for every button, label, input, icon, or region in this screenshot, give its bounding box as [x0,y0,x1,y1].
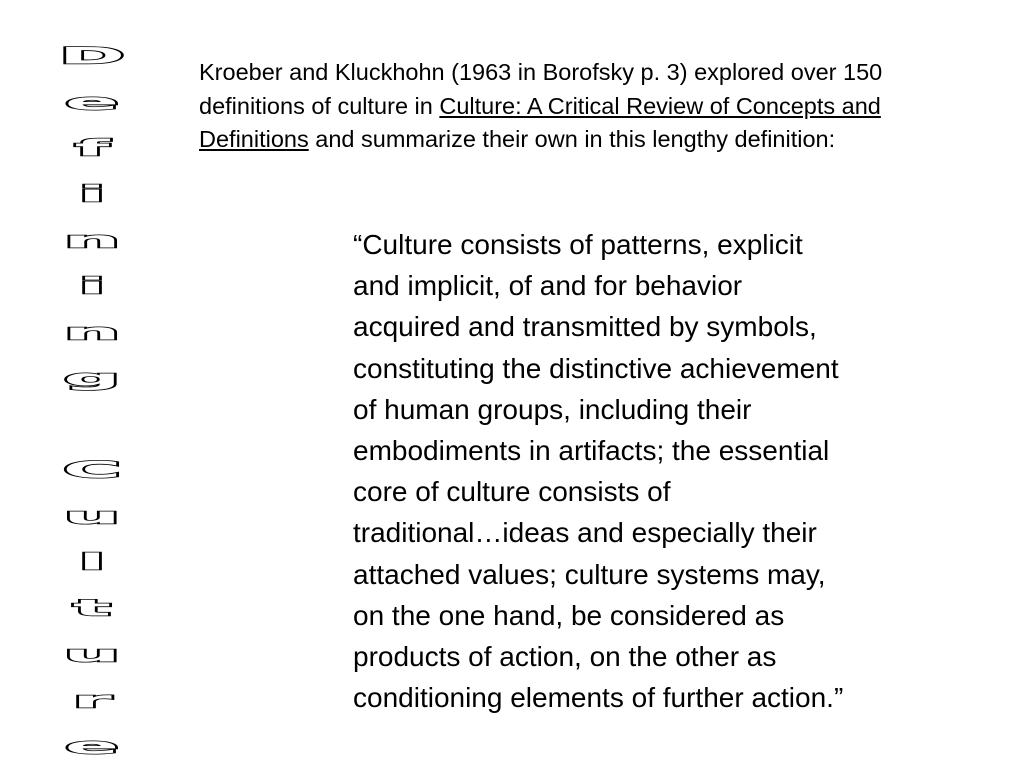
slide-title-vertical [58,34,126,759]
title-letter: C [62,457,122,483]
title-letter: n [63,319,121,345]
title-letter: D [58,43,126,69]
title-letter: e [64,733,120,759]
intro-text-end: and summarize their own in this lengthy definition: [308,126,836,152]
title-letter: r [72,687,112,713]
intro-text-start: Kroeber and Kluckhohn (1963 in Borofsky p. 3) explored over 150 definitions of culture in [199,59,883,119]
quote-line: embodiments in artifacts; the essential [353,435,830,467]
title-letter: i [78,273,106,299]
book-title-reference: Culture: A Critical Review of Concepts and Definitions [199,92,881,152]
quote-line: products of action, on the other as [353,641,777,673]
quote-line: of human groups, including their [353,393,752,425]
title-letter: u [63,641,121,667]
quote-line: constituting the distinctive achievement [353,352,839,384]
quote-line: acquired and transmitted by symbols, [353,311,817,343]
quote-line: on the one hand, be considered as [353,599,785,631]
quote-line: and implicit, of and for behavior [353,270,743,302]
culture-definition-quote [353,224,993,718]
title-letter: i [78,181,106,207]
title-letter: e [64,89,120,115]
title-letter: f [74,135,110,161]
title-letter: u [63,503,121,529]
title-letter: t [72,595,112,621]
quote-line: attached values; culture systems may, [353,558,826,590]
quote-line: core of culture consists of [353,476,671,508]
quote-line: “Culture consists of patterns, explicit [353,229,803,260]
intro-paragraph [199,56,969,157]
title-letter: n [63,227,121,253]
title-letter: g [63,365,121,391]
quote-line: conditioning elements of further action.” [353,682,844,714]
quote-line: traditional…ideas and especially their [353,517,817,549]
title-letter: l [78,549,106,575]
